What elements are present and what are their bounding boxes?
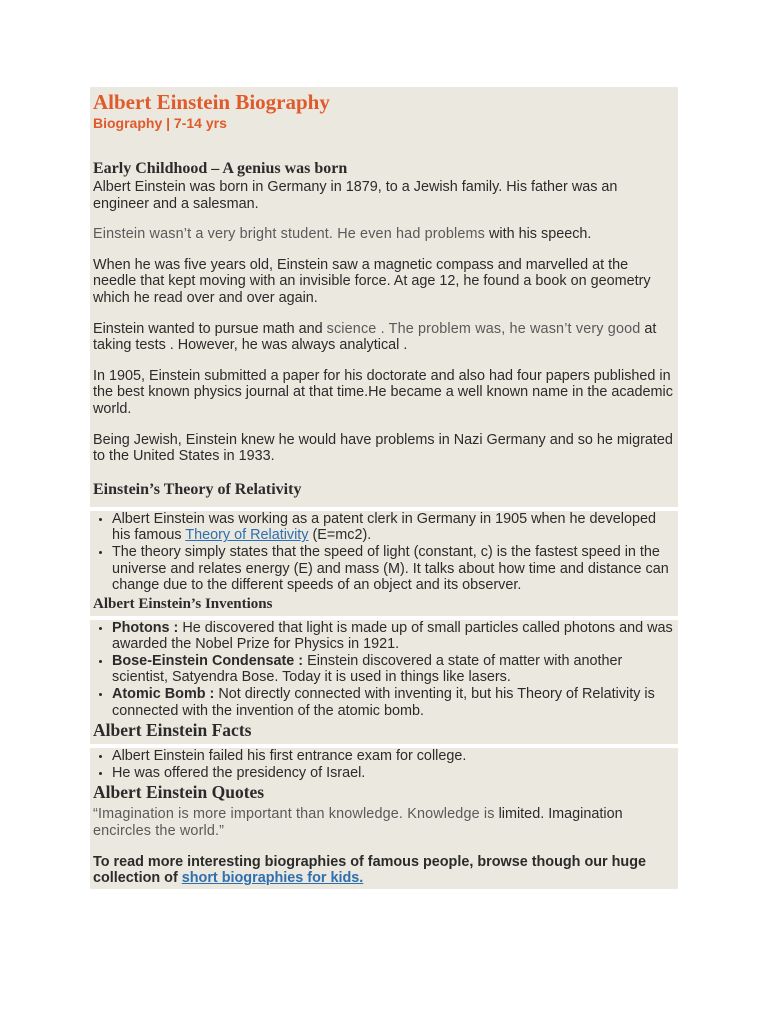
invention-text: Not directly connected with inventing it, but his Theory of Relativity is connected with the invention of the atomic bomb.	[112, 686, 655, 719]
quote-part-b: limited. Imagination	[494, 806, 623, 823]
early-paragraph-3: When he was five years old, Einstein saw a magnetic compass and marvelled at the needle that kept moving with an invisible force. At age 12, he found a book on geometry which he read over and over again.	[93, 256, 651, 306]
list-item	[112, 620, 675, 653]
invention-label: Bose-Einstein Condensate :	[112, 652, 304, 669]
quote-part-a: “Imagination is more important than knowledge. Knowledge is	[93, 806, 495, 823]
early-paragraph-2	[93, 226, 675, 243]
call-to-action	[93, 854, 675, 887]
list-item	[112, 653, 675, 686]
relativity-heading: Einstein’s Theory of Relativity	[93, 480, 302, 498]
quote-part-c: encircles the world.”	[93, 823, 225, 840]
early-childhood-heading: Early Childhood – A genius was born	[93, 160, 348, 177]
facts-list	[93, 748, 675, 781]
early-paragraph-4b: science . The problem was, he wasn’t very good	[326, 320, 641, 337]
facts-quotes-section	[90, 748, 678, 889]
invention-text: Einstein discovered a state of matter with another scientist, Satyendra Bose. Today it is used in things like lasers.	[112, 652, 623, 686]
invention-label: Atomic Bomb :	[112, 686, 215, 703]
list-item: • He was offered the presidency of Israel.	[112, 765, 675, 782]
early-paragraph-5: In 1905, Einstein submitted a paper for his doctorate and also had four papers published in the best known physics journal at that time.He became a well known name in the academic world.	[93, 367, 673, 417]
relativity-item-1b: (E=mc2).	[308, 527, 372, 544]
early-childhood-section	[90, 159, 678, 507]
early-paragraph-4	[93, 321, 675, 354]
early-paragraph-2b: with his speech.	[485, 226, 592, 243]
cta-text: To read more interesting biographies of famous people, browse though our huge collection of	[93, 853, 647, 887]
early-paragraph-4c: at taking tests . However, he was always analytical .	[93, 320, 657, 354]
quotes-heading: Albert Einstein Quotes	[93, 782, 265, 803]
facts-heading: Albert Einstein Facts	[93, 720, 252, 741]
theory-of-relativity-link[interactable]: Theory of Relativity	[185, 527, 309, 544]
relativity-item-1a: Albert Einstein was working as a patent clerk in Germany in 1905 when he developed his famous	[112, 510, 656, 544]
inventions-section	[90, 620, 678, 745]
list-item	[112, 511, 675, 544]
list-item: • The theory simply states that the speed of light (constant, c) is the fastest speed in the universe and relates energy (E) and mass (M). It talks about how time and distance can change due to the different speeds of an object and its observer.	[112, 544, 675, 594]
page-title: Albert Einstein Biography	[93, 90, 330, 114]
early-paragraph-2a: Einstein wasn’t a very bright student. He even had problems	[93, 226, 486, 243]
early-paragraph-4a: Einstein wanted to pursue math and	[93, 320, 327, 337]
early-paragraph-6: Being Jewish, Einstein knew he would have problems in Nazi Germany and so he migrated to the United States in 1933.	[93, 431, 673, 465]
page-subtitle: Biography | 7-14 yrs	[93, 115, 227, 131]
document-page	[90, 87, 678, 889]
inventions-list	[93, 620, 675, 720]
list-item	[112, 686, 675, 719]
invention-text: He discovered that light is made up of small particles called photons and was awarded the Nobel Prize for Physics in 1921.	[112, 619, 673, 653]
short-biographies-link[interactable]: short biographies for kids.	[181, 870, 364, 887]
list-item: • Albert Einstein failed his first entrance exam for college.	[112, 748, 675, 765]
invention-label: Photons :	[112, 619, 179, 636]
inventions-heading: Albert Einstein’s Inventions	[93, 595, 273, 612]
relativity-list	[93, 511, 675, 594]
relativity-section	[90, 511, 678, 616]
einstein-quote	[93, 806, 675, 839]
header-section	[90, 87, 678, 159]
early-paragraph-1: Albert Einstein was born in Germany in 1879, to a Jewish family. His father was an engineer and a salesman.	[93, 179, 618, 212]
